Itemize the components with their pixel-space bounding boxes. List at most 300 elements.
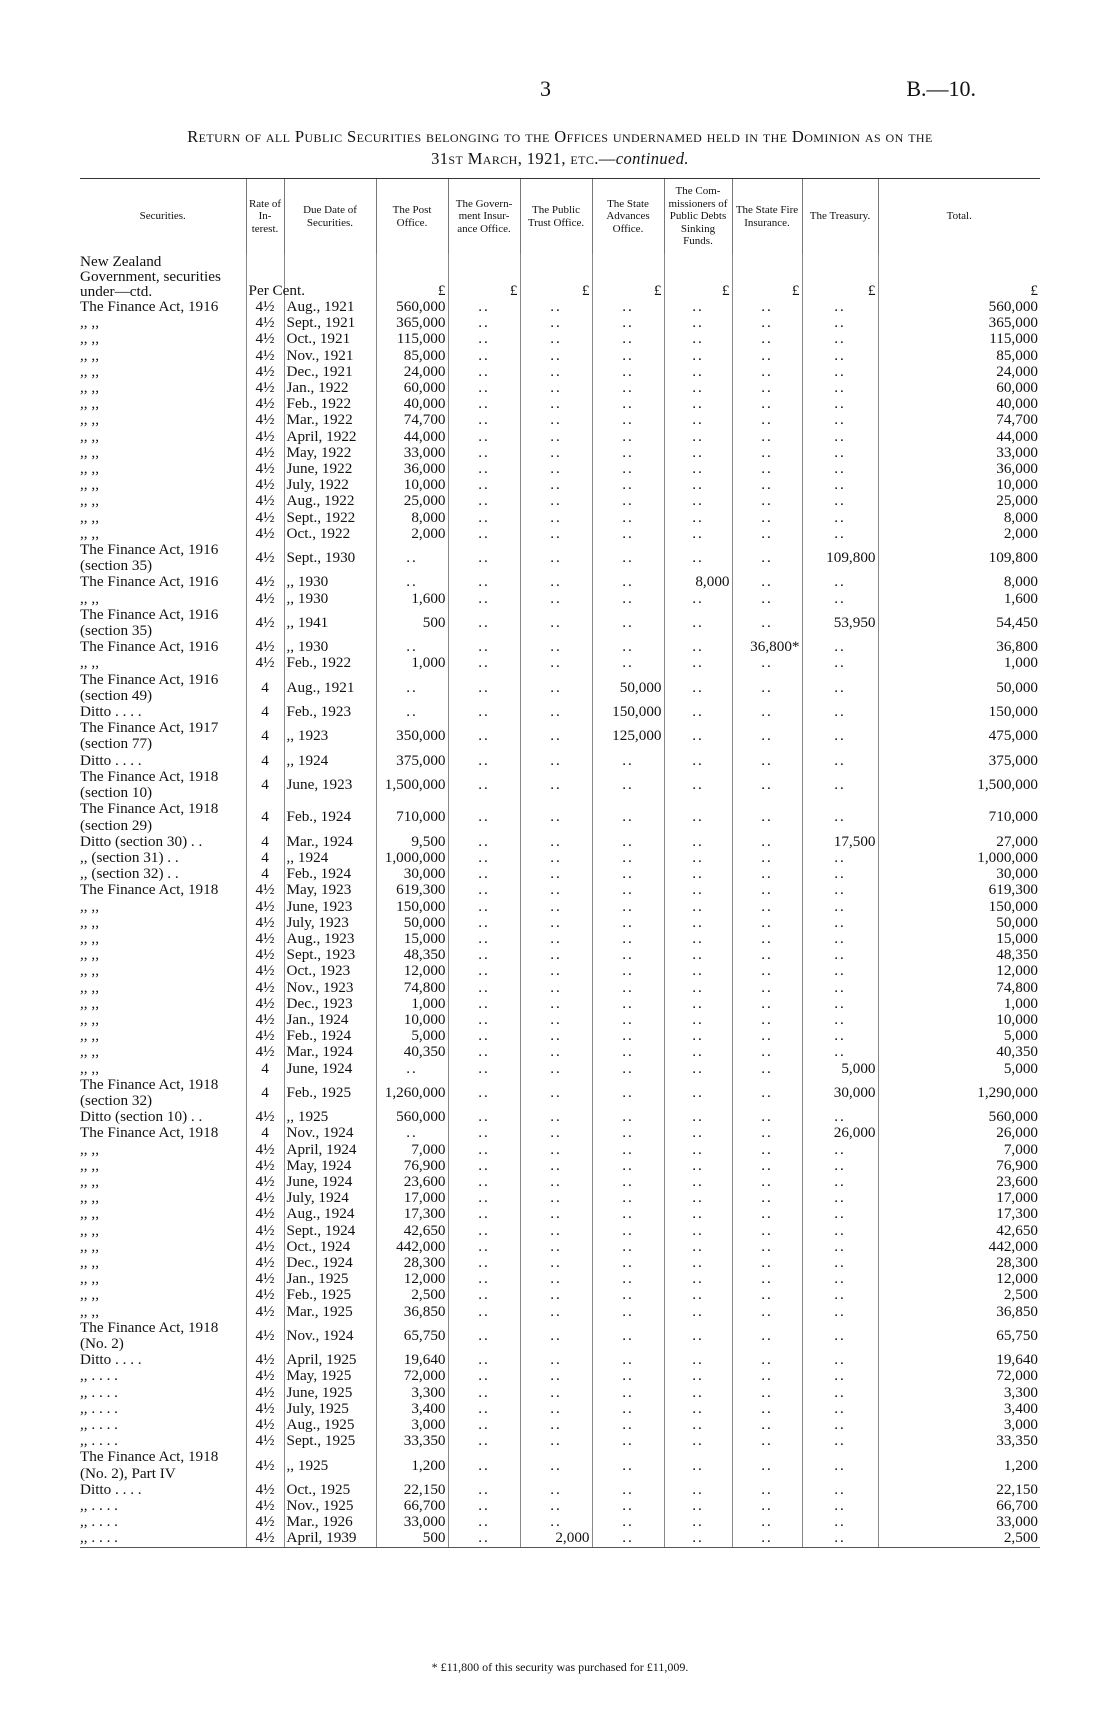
cell-due-date: ,, 1930 (284, 639, 376, 655)
cell-government-insurance: .. (448, 1125, 520, 1141)
cell-state-advances: .. (592, 607, 664, 639)
cell-sinking-funds: .. (664, 1385, 732, 1401)
cell-total: 1,500,000 (878, 769, 1040, 801)
cell-sinking-funds: £ (664, 254, 732, 299)
cell-state-advances: .. (592, 899, 664, 915)
cell-securities: ,, ,, (80, 362, 99, 380)
cell-treasury: .. (802, 1174, 878, 1190)
cell-due-date: ,, 1924 (284, 753, 376, 769)
cell-total: 2,500 (878, 1530, 1040, 1547)
cell-treasury: .. (802, 753, 878, 769)
cell-state-advances: .. (592, 591, 664, 607)
cell-state-advances: .. (592, 380, 664, 396)
cell-state-fire: .. (732, 980, 802, 996)
cell-government-insurance: .. (448, 1239, 520, 1255)
cell-post-office: 36,850 (376, 1304, 448, 1320)
cell-sinking-funds: .. (664, 720, 732, 752)
cell-state-fire: .. (732, 429, 802, 445)
cell-total: 28,300 (878, 1255, 1040, 1271)
table-row (80, 1206, 1040, 1222)
cell-rate: 4½ (246, 574, 284, 590)
cell-rate: 4½ (246, 493, 284, 509)
cell-due-date: April, 1925 (284, 1352, 376, 1368)
cell-state-fire: .. (732, 963, 802, 979)
cell-sinking-funds: .. (664, 380, 732, 396)
cell-public-trust: .. (520, 1158, 592, 1174)
cell-treasury: .. (802, 704, 878, 720)
cell-post-office: 10,000 (376, 1012, 448, 1028)
cell-public-trust: .. (520, 1125, 592, 1141)
cell-treasury: .. (802, 639, 878, 655)
cell-total: 24,000 (878, 364, 1040, 380)
cell-post-office: 28,300 (376, 1255, 448, 1271)
cell-securities: ,, (section 32) . . (80, 865, 179, 883)
cell-due-date: April, 1922 (284, 429, 376, 445)
cell-due-date: July, 1923 (284, 915, 376, 931)
cell-government-insurance: .. (448, 655, 520, 671)
cell-sinking-funds: .. (664, 1498, 732, 1514)
cell-state-advances: .. (592, 526, 664, 542)
cell-public-trust: .. (520, 542, 592, 574)
cell-state-advances: .. (592, 299, 664, 315)
cell-securities: The Finance Act, 1918 (section 29) (80, 800, 219, 834)
cell-government-insurance: .. (448, 526, 520, 542)
cell-state-fire: .. (732, 1174, 802, 1190)
cell-government-insurance: .. (448, 1385, 520, 1401)
cell-due-date: Mar., 1925 (284, 1304, 376, 1320)
cell-state-fire: .. (732, 1158, 802, 1174)
cell-post-office: 85,000 (376, 348, 448, 364)
cell-government-insurance: .. (448, 947, 520, 963)
cell-public-trust: .. (520, 1028, 592, 1044)
cell-treasury: 109,800 (802, 542, 878, 574)
cell-sinking-funds: .. (664, 915, 732, 931)
cell-treasury: .. (802, 996, 878, 1012)
cell-state-fire: .. (732, 591, 802, 607)
cell-government-insurance: .. (448, 1320, 520, 1352)
cell-government-insurance: .. (448, 542, 520, 574)
cell-securities: ,, ,, (80, 379, 99, 397)
cell-securities: ,, ,, (80, 897, 99, 915)
cell-securities: ,, ,, (80, 962, 99, 980)
cell-state-advances: .. (592, 980, 664, 996)
cell-rate: 4½ (246, 1174, 284, 1190)
table-row (80, 850, 1040, 866)
cell-due-date: Sept., 1922 (284, 510, 376, 526)
cell-public-trust: .. (520, 801, 592, 833)
cell-post-office: 375,000 (376, 753, 448, 769)
cell-post-office: 9,500 (376, 834, 448, 850)
cell-securities: The Finance Act, 1918 (section 32) (80, 1075, 219, 1109)
cell-public-trust: .. (520, 1190, 592, 1206)
cell-post-office: .. (376, 704, 448, 720)
cell-treasury: .. (802, 1530, 878, 1547)
cell-public-trust: .. (520, 364, 592, 380)
cell-sinking-funds: .. (664, 996, 732, 1012)
cell-total: 17,000 (878, 1190, 1040, 1206)
cell-state-advances: .. (592, 1239, 664, 1255)
cell-sinking-funds: .. (664, 850, 732, 866)
cell-state-fire: .. (732, 477, 802, 493)
cell-government-insurance: .. (448, 1304, 520, 1320)
cell-rate: 4½ (246, 1401, 284, 1417)
cell-due-date: April, 1939 (284, 1530, 376, 1547)
cell-securities: ,, ,, (80, 1140, 99, 1158)
cell-public-trust: .. (520, 1514, 592, 1530)
cell-securities: ,, ,, (80, 443, 99, 461)
cell-due-date: Sept., 1924 (284, 1223, 376, 1239)
cell-public-trust: .. (520, 1401, 592, 1417)
cell-securities: ,, ,, (80, 476, 99, 494)
table-row (80, 980, 1040, 996)
cell-state-fire: .. (732, 1433, 802, 1449)
column-header-securities: Securities. (80, 179, 246, 255)
cell-government-insurance: .. (448, 1498, 520, 1514)
cell-state-fire: .. (732, 1044, 802, 1060)
cell-total: 36,850 (878, 1304, 1040, 1320)
cell-sinking-funds: .. (664, 655, 732, 671)
cell-state-fire: .. (732, 299, 802, 315)
cell-due-date: Aug., 1921 (284, 299, 376, 315)
cell-securities: The Finance Act, 1916 (80, 298, 219, 315)
cell-due-date: May, 1923 (284, 882, 376, 898)
cell-state-fire: .. (732, 996, 802, 1012)
cell-total: 1,290,000 (878, 1077, 1040, 1109)
cell-total: 1,000,000 (878, 850, 1040, 866)
cell-state-fire: .. (732, 1223, 802, 1239)
cell-total: 40,350 (878, 1044, 1040, 1060)
cell-public-trust: .. (520, 1142, 592, 1158)
cell-post-office: 19,640 (376, 1352, 448, 1368)
cell-securities: ,, ,, (80, 492, 99, 510)
cell-government-insurance: .. (448, 866, 520, 882)
cell-state-fire: 36,800* (732, 639, 802, 655)
cell-rate: 4½ (246, 396, 284, 412)
cell-post-office: 442,000 (376, 1239, 448, 1255)
cell-securities: ,, ,, (80, 1189, 99, 1207)
cell-securities: ,, . . . . (80, 1497, 118, 1515)
cell-total: 5,000 (878, 1061, 1040, 1077)
cell-sinking-funds: .. (664, 1417, 732, 1433)
cell-state-advances: .. (592, 1482, 664, 1498)
cell-state-advances: .. (592, 1223, 664, 1239)
cell-total: 150,000 (878, 704, 1040, 720)
cell-total: 7,000 (878, 1142, 1040, 1158)
cell-treasury: 30,000 (802, 1077, 878, 1109)
cell-treasury: .. (802, 1385, 878, 1401)
cell-treasury: 5,000 (802, 1061, 878, 1077)
cell-sinking-funds: .. (664, 1142, 732, 1158)
cell-public-trust: .. (520, 445, 592, 461)
cell-securities: ,, ,, (80, 589, 99, 607)
cell-state-advances: .. (592, 1401, 664, 1417)
cell-post-office: .. (376, 672, 448, 704)
title-line-1: Return of all Public Securities belonging to the Offices undernamed held in the Dominion as on the (187, 127, 933, 146)
cell-treasury: .. (802, 1433, 878, 1449)
cell-treasury: .. (802, 1401, 878, 1417)
table-row (80, 704, 1040, 720)
cell-post-office: 30,000 (376, 866, 448, 882)
cell-treasury: .. (802, 899, 878, 915)
cell-government-insurance: .. (448, 801, 520, 833)
cell-total: 2,500 (878, 1287, 1040, 1303)
cell-sinking-funds: .. (664, 477, 732, 493)
cell-state-advances: .. (592, 1352, 664, 1368)
cell-state-advances: .. (592, 412, 664, 428)
cell-securities: ,, ,, (80, 913, 99, 931)
column-header-treasury: The Treasury. (802, 179, 878, 255)
table-row (80, 1158, 1040, 1174)
cell-state-advances: .. (592, 1044, 664, 1060)
cell-total: 442,000 (878, 1239, 1040, 1255)
cell-rate: 4½ (246, 607, 284, 639)
cell-government-insurance: .. (448, 1028, 520, 1044)
cell-securities: The Finance Act, 1916 (80, 573, 219, 591)
cell-treasury: .. (802, 801, 878, 833)
cell-sinking-funds: .. (664, 1304, 732, 1320)
cell-post-office: 710,000 (376, 801, 448, 833)
cell-state-fire: .. (732, 607, 802, 639)
cell-public-trust: .. (520, 850, 592, 866)
cell-due-date: ,, 1941 (284, 607, 376, 639)
cell-state-advances: 150,000 (592, 704, 664, 720)
cell-state-fire: .. (732, 331, 802, 347)
table-row (80, 1190, 1040, 1206)
cell-sinking-funds: .. (664, 429, 732, 445)
cell-securities: ,, ,, (80, 1156, 99, 1174)
cell-public-trust: .. (520, 1498, 592, 1514)
cell-government-insurance: .. (448, 607, 520, 639)
cell-due-date: Oct., 1921 (284, 331, 376, 347)
cell-rate: 4½ (246, 526, 284, 542)
cell-government-insurance: .. (448, 445, 520, 461)
cell-rate: 4 (246, 1125, 284, 1141)
cell-total: 115,000 (878, 331, 1040, 347)
cell-state-advances: .. (592, 1498, 664, 1514)
cell-government-insurance: .. (448, 477, 520, 493)
cell-securities: New Zealand Government, securities under—ctd. (80, 253, 221, 300)
column-header-due-date: Due Date of Securities. (284, 179, 376, 255)
cell-total: 48,350 (878, 947, 1040, 963)
cell-due-date: Feb., 1924 (284, 1028, 376, 1044)
cell-securities: The Finance Act, 1916 (section 35) (80, 541, 219, 575)
table-row (80, 429, 1040, 445)
table-row (80, 672, 1040, 704)
cell-rate: 4½ (246, 1287, 284, 1303)
cell-sinking-funds: .. (664, 931, 732, 947)
cell-sinking-funds: .. (664, 364, 732, 380)
cell-due-date: Aug., 1921 (284, 672, 376, 704)
cell-government-insurance: .. (448, 1223, 520, 1239)
cell-total: 1,000 (878, 655, 1040, 671)
cell-securities: The Finance Act, 1918 (No. 2) (80, 1318, 219, 1352)
cell-post-office: .. (376, 1125, 448, 1141)
cell-treasury: 17,500 (802, 834, 878, 850)
cell-government-insurance: .. (448, 510, 520, 526)
cell-treasury: .. (802, 396, 878, 412)
cell-due-date: Jan., 1922 (284, 380, 376, 396)
cell-total: 12,000 (878, 963, 1040, 979)
cell-total: 10,000 (878, 1012, 1040, 1028)
cell-rate: 4½ (246, 1239, 284, 1255)
cell-post-office: 1,600 (376, 591, 448, 607)
cell-state-advances: .. (592, 445, 664, 461)
cell-state-advances: .. (592, 315, 664, 331)
cell-government-insurance: .. (448, 429, 520, 445)
table-row (80, 947, 1040, 963)
cell-due-date: Jan., 1924 (284, 1012, 376, 1028)
cell-government-insurance: .. (448, 380, 520, 396)
cell-treasury: .. (802, 331, 878, 347)
cell-rate: 4½ (246, 364, 284, 380)
cell-public-trust: .. (520, 1368, 592, 1384)
cell-treasury: .. (802, 882, 878, 898)
cell-post-office: 7,000 (376, 1142, 448, 1158)
cell-rate: 4½ (246, 947, 284, 963)
cell-state-advances: .. (592, 1012, 664, 1028)
cell-public-trust: .. (520, 1271, 592, 1287)
cell-due-date: April, 1924 (284, 1142, 376, 1158)
cell-total: 2,000 (878, 526, 1040, 542)
cell-post-office: 500 (376, 1530, 448, 1547)
cell-due-date: Oct., 1922 (284, 526, 376, 542)
cell-state-fire: .. (732, 931, 802, 947)
cell-public-trust: .. (520, 1077, 592, 1109)
cell-state-fire: .. (732, 574, 802, 590)
cell-total: 3,000 (878, 1417, 1040, 1433)
cell-post-office: 74,700 (376, 412, 448, 428)
cell-public-trust: .. (520, 380, 592, 396)
cell-state-fire: .. (732, 1028, 802, 1044)
cell-public-trust: .. (520, 980, 592, 996)
cell-treasury: .. (802, 510, 878, 526)
table-row (80, 412, 1040, 428)
cell-securities: The Finance Act, 1916 (section 49) (80, 670, 219, 704)
table-row (80, 1449, 1040, 1481)
cell-public-trust: .. (520, 461, 592, 477)
cell-securities: Ditto (section 30) . . (80, 832, 203, 850)
cell-state-advances: .. (592, 1304, 664, 1320)
cell-government-insurance: .. (448, 1255, 520, 1271)
cell-rate: 4 (246, 720, 284, 752)
cell-due-date: Nov., 1923 (284, 980, 376, 996)
cell-government-insurance: .. (448, 1012, 520, 1028)
cell-public-trust: .. (520, 704, 592, 720)
cell-sinking-funds: .. (664, 704, 732, 720)
cell-rate: 4½ (246, 348, 284, 364)
cell-state-fire: .. (732, 412, 802, 428)
cell-rate: 4½ (246, 1255, 284, 1271)
cell-rate: 4½ (246, 963, 284, 979)
table-row (80, 1061, 1040, 1077)
cell-sinking-funds: .. (664, 1514, 732, 1530)
cell-sinking-funds: .. (664, 1125, 732, 1141)
cell-securities: ,, . . . . (80, 1383, 118, 1401)
cell-post-office: .. (376, 639, 448, 655)
table-row (80, 1174, 1040, 1190)
cell-government-insurance: .. (448, 1158, 520, 1174)
cell-securities: ,, ,, (80, 395, 99, 413)
cell-total: 19,640 (878, 1352, 1040, 1368)
cell-total: 40,000 (878, 396, 1040, 412)
cell-post-office: 15,000 (376, 931, 448, 947)
cell-sinking-funds: .. (664, 1482, 732, 1498)
cell-due-date: Feb., 1925 (284, 1077, 376, 1109)
cell-state-fire: .. (732, 1061, 802, 1077)
cell-state-fire: .. (732, 655, 802, 671)
cell-sinking-funds: .. (664, 672, 732, 704)
cell-due-date: May, 1922 (284, 445, 376, 461)
cell-securities: ,, ,, (80, 946, 99, 964)
cell-state-advances: .. (592, 1287, 664, 1303)
cell-state-advances: .. (592, 1190, 664, 1206)
cell-government-insurance: .. (448, 1401, 520, 1417)
cell-state-advances: .. (592, 1449, 664, 1481)
cell-state-advances: .. (592, 1174, 664, 1190)
cell-sinking-funds: .. (664, 1044, 732, 1060)
cell-state-fire: .. (732, 1125, 802, 1141)
table-row (80, 996, 1040, 1012)
cell-due-date: Jan., 1925 (284, 1271, 376, 1287)
table-body (80, 254, 1040, 1547)
cell-government-insurance: .. (448, 1417, 520, 1433)
cell-due-date: Mar., 1924 (284, 834, 376, 850)
cell-state-advances: .. (592, 1255, 664, 1271)
cell-post-office: 22,150 (376, 1482, 448, 1498)
cell-rate: 4½ (246, 445, 284, 461)
cell-treasury: .. (802, 915, 878, 931)
title-line-2 (80, 148, 1040, 170)
cell-securities: Ditto (section 10) . . (80, 1108, 203, 1126)
cell-total: 36,000 (878, 461, 1040, 477)
cell-due-date: Aug., 1925 (284, 1417, 376, 1433)
page-title (80, 126, 1040, 170)
cell-treasury: .. (802, 963, 878, 979)
cell-government-insurance: .. (448, 591, 520, 607)
cell-total: 15,000 (878, 931, 1040, 947)
cell-government-insurance: .. (448, 1433, 520, 1449)
cell-total: 26,000 (878, 1125, 1040, 1141)
cell-securities: Ditto . . . . (80, 1480, 142, 1498)
table-row (80, 1044, 1040, 1060)
cell-post-office: 1,000 (376, 655, 448, 671)
cell-government-insurance: .. (448, 1174, 520, 1190)
cell-treasury: .. (802, 1514, 878, 1530)
cell-rate: 4½ (246, 1142, 284, 1158)
cell-total: 475,000 (878, 720, 1040, 752)
cell-treasury: .. (802, 655, 878, 671)
cell-state-fire: £ (732, 254, 802, 299)
cell-state-advances: .. (592, 1125, 664, 1141)
cell-due-date: Nov., 1925 (284, 1498, 376, 1514)
cell-state-fire: .. (732, 1271, 802, 1287)
cell-treasury: .. (802, 980, 878, 996)
cell-sinking-funds: .. (664, 542, 732, 574)
cell-state-advances: .. (592, 639, 664, 655)
cell-public-trust: .. (520, 591, 592, 607)
cell-state-advances: .. (592, 542, 664, 574)
cell-post-office: 350,000 (376, 720, 448, 752)
cell-state-advances: 125,000 (592, 720, 664, 752)
cell-government-insurance: .. (448, 1530, 520, 1547)
cell-public-trust: 2,000 (520, 1530, 592, 1547)
cell-public-trust: .. (520, 299, 592, 315)
cell-state-advances: .. (592, 947, 664, 963)
cell-state-advances: .. (592, 1530, 664, 1547)
table-row (80, 1385, 1040, 1401)
table-row (80, 1320, 1040, 1352)
cell-public-trust: .. (520, 1255, 592, 1271)
